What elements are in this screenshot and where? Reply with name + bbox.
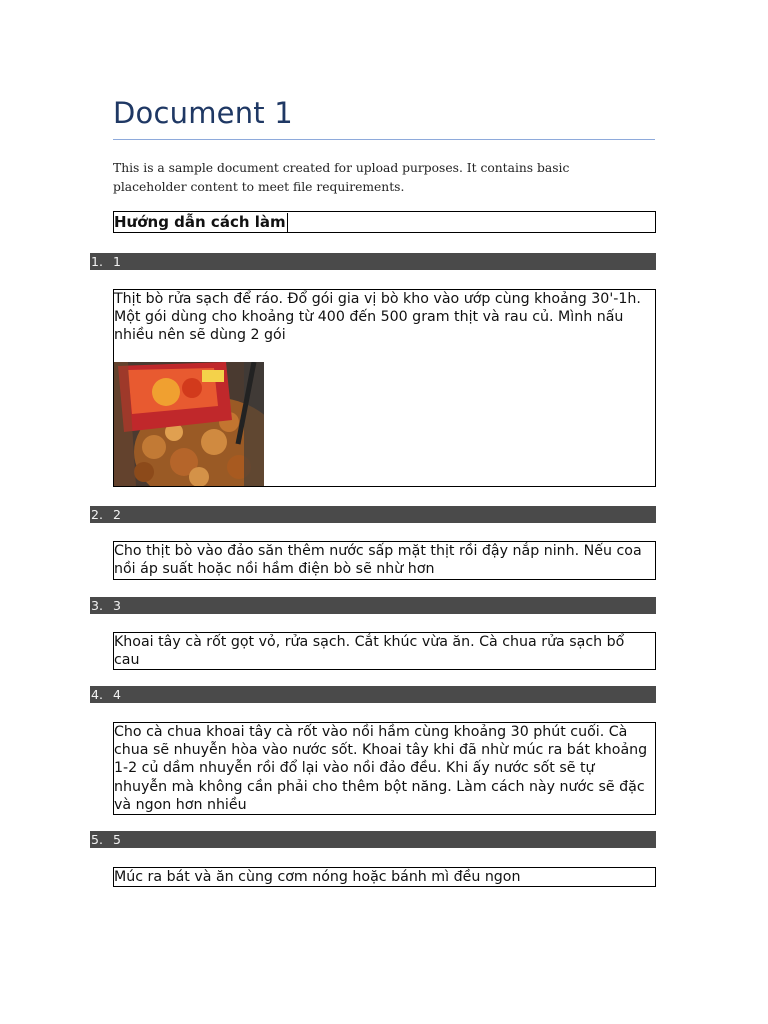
step-content-5	[113, 867, 656, 887]
step-label: 3	[113, 598, 121, 613]
step-text: Khoai tây cà rốt gọt vỏ, rửa sạch. Cắt khúc vừa ăn. Cà chua rửa sạch bổ cau	[114, 634, 625, 669]
step-number-bar-1	[90, 253, 656, 270]
photo-image	[114, 362, 264, 486]
step-marker: 1.	[91, 254, 103, 269]
step-text: Múc ra bát và ăn cùng cơm nóng hoặc bánh mì đều ngon	[114, 869, 521, 885]
step-marker: 2.	[91, 507, 103, 522]
step-number-bar-4	[90, 686, 656, 703]
step-content-2	[113, 541, 656, 580]
step-text: Cho cà chua khoai tây cà rốt vào nồi hầm cùng khoảng 30 phút cuối. Cà chua sẽ nhuyễn hòa vào nước sốt. Khoai tây khi đã nhừ múc ra bát khoảng 1-2 củ dầm nhuyễn rồi đổ lại vào nồi đảo đều. Khi ấy nước sốt sẽ tự nhuyễn mà không cần phải cho thêm bột năng. Làm cách này nước sẽ đặc và ngon hơn nhiều	[114, 724, 648, 813]
step-number-bar-5	[90, 831, 656, 848]
step-number-bar-3	[90, 597, 656, 614]
step-marker: 4.	[91, 687, 103, 702]
title-divider	[113, 139, 655, 140]
document-title: Document 1	[113, 96, 293, 130]
step-text: Thịt bò rửa sạch để ráo. Đổ gói gia vị bò kho vào ướp cùng khoảng 30'-1h. Một gói dùng cho khoảng từ 400 đến 500 gram thịt và rau củ. Mình nấu nhiều nên sẽ dùng 2 gói	[114, 291, 641, 344]
step-marker: 3.	[91, 598, 103, 613]
step-label: 1	[113, 254, 121, 269]
section-heading-box	[113, 211, 656, 233]
step-text: Cho thịt bò vào đảo săn thêm nước sấp mặt thịt rồi đậy nắp ninh. Nếu coa nồi áp suất hoặc nồi hầm điện bò sẽ nhừ hơn	[114, 543, 642, 578]
step-number-bar-2	[90, 506, 656, 523]
step-label: 2	[113, 507, 121, 522]
step-label: 5	[113, 832, 121, 847]
seasoning-packet-photo	[114, 362, 264, 486]
step-label: 4	[113, 687, 121, 702]
intro-paragraph: This is a sample document created for upload purposes. It contains basic placeholder content to meet file requirements.	[113, 161, 570, 194]
step-content-3	[113, 632, 656, 670]
step-marker: 5.	[91, 832, 103, 847]
step-content-4	[113, 722, 656, 815]
section-heading: Hướng dẫn cách làm	[114, 213, 286, 231]
step-content-1	[113, 289, 656, 487]
